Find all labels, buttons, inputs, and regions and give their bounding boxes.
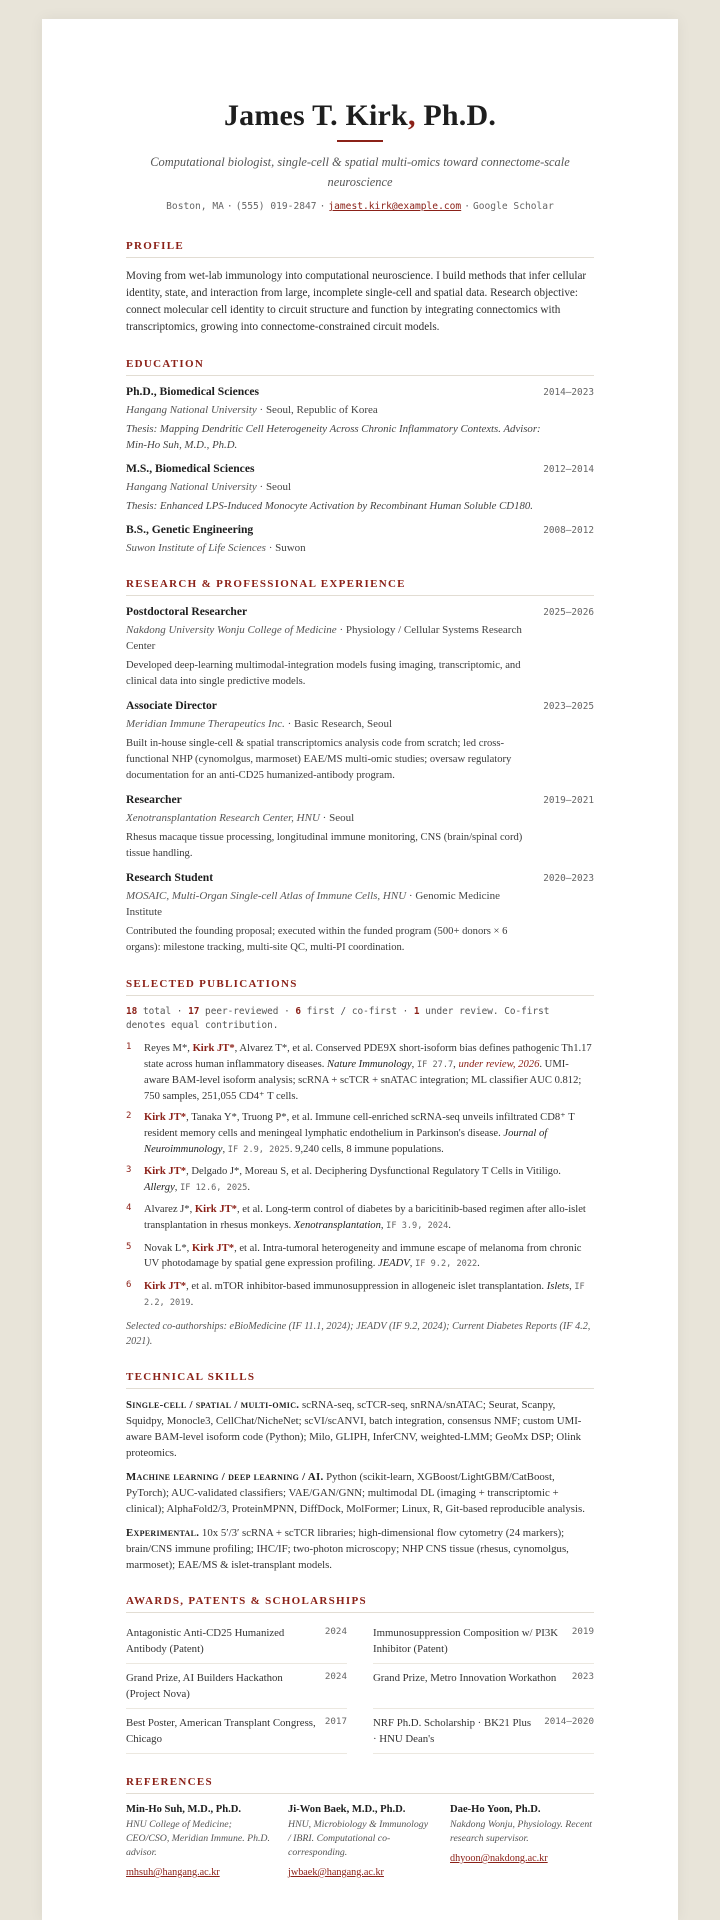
publication-title: , Alvarez T*, et al. Conserved PDE9X short-isoform bias defines pathogenic Th1.17 state across human inflammatory diseases. [144,1043,592,1070]
reference-name: Min-Ho Suh, M.D., Ph.D. [126,1803,242,1815]
award-item [126,1664,347,1709]
date-range: 2020–2023 [543,873,594,884]
self-author: Kirk JT* [144,1112,187,1124]
publication-details: . [247,1181,251,1193]
publication-item [126,1241,594,1273]
publication-text: Reyes M*, Kirk JT*, Alvarez T*, et al. Conserved PDE9X short-isoform bias defines pathogenic Th1.17 state across human inflammatory diseases. Nature Immunology, IF 27.7, under review, 2026. UMI-aware BAM-level isoform analysis; scRNA + scTCR + snATAC integration; ML classifier AUC 0.812; 750 samples, 251,055 CD4⁺ T cells. [144,1043,592,1102]
award-name: Antagonistic Anti-CD25 Humanized Antibody (Patent) [126,1626,285,1655]
org-name: Nakdong University Wonju College of Medicine [126,624,337,636]
journal-name: JEADV [378,1258,410,1270]
authors-before: Reyes M*, [144,1043,193,1054]
publication-item [126,1164,594,1196]
reference-email-link[interactable]: dhyoon@nakdong.ac.kr [450,1852,548,1864]
section-title-skills: TECHNICAL SKILLS [126,1371,594,1389]
role-description: Developed deep-learning multimodal-integration models fusing imaging, transcriptomic, and clinical data into single predictive models. [126,660,521,687]
award-name: NRF Ph.D. Scholarship · BK21 Plus · HNU Dean's [373,1716,532,1745]
awards-grid [126,1619,594,1754]
section-title-experience: RESEARCH & PROFESSIONAL EXPERIENCE [126,578,594,596]
date-range: 2019–2021 [543,795,594,806]
award-year: 2024 [324,1670,347,1682]
award-name: Best Poster, American Transplant Congress, Chicago [126,1716,316,1745]
publication-title: , Delgado J*, Moreau S, et al. Deciphering Dysfunctional Regulatory T Cells in Vitiligo. [186,1166,561,1178]
org-name: MOSAIC, Multi-Organ Single-cell Atlas of Immune Cells, HNU [126,890,407,902]
reference-email-link[interactable]: jwbaek@hangang.ac.kr [288,1866,384,1878]
organization [126,888,594,920]
publication-item [126,1202,594,1234]
location: Boston, MA [166,201,224,212]
award-year: 2024 [324,1625,347,1637]
phone: (555) 019-2847 [235,201,317,212]
publication-text: Kirk JT*, Delgado J*, Moreau S, et al. Deciphering Dysfunctional Regulatory T Cells in Vitiligo. Allergy, IF 12.6, 2025. [144,1166,561,1193]
org-dept: · Genomic Medicine Institute [126,890,500,918]
award-year: 2023 [571,1670,594,1682]
institution [126,540,594,556]
experience-entry [126,871,594,956]
school-name: Hangang National University [126,481,257,493]
skill-label: Experimental. [126,1526,200,1539]
education-entry [126,523,594,556]
publication-details: . 9,240 cells, 8 immune populations. [289,1143,444,1155]
skill-group [126,1469,594,1517]
entry-head [126,699,594,712]
email-link[interactable]: jamest.kirk@example.com [328,201,462,212]
role-description: Rhesus macaque tissue processing, longitudinal immune monitoring, CNS (brain/spinal cord) tissue handling. [126,832,523,859]
skill-label: Single-cell / spatial / multi-omic. [126,1398,300,1411]
publication-number: 2 [126,1111,132,1122]
reference-card [126,1804,270,1879]
reference-affiliation: Nakdong Wonju, Physiology. Recent research supervisor. [450,1818,592,1844]
role-description: Built in-house single-cell & spatial transcriptomics analysis code from scratch; led cross-functional NHP (cynomolgus, marmoset) EAE/MS multi-omic studies; oversaw regulatory documentation for an anti-CD25 humanized-antibody program. [126,738,512,781]
reference-card [450,1804,594,1879]
section-title-profile: PROFILE [126,240,594,258]
reference-affiliation: HNU College of Medicine; CEO/CSO, Meridian Immune. Ph.D. advisor. [126,1818,270,1858]
skill-text: Python (scikit-learn, XGBoost/LightGBM/CatBoost, PyTorch); AUC-validated classifiers; VAE/GAN/GNN; multimodal DL (imaging + transcriptomic + clinical); AlphaFold2/3, ProteinMPNN, DiffDock, MolFormer; Linux, R, Git-based reproducible analysis. [126,1470,585,1515]
journal-name: Nature Immunology [327,1058,412,1070]
publication-details: . [477,1258,480,1270]
award-name: Grand Prize, Metro Innovation Workathon [373,1671,557,1684]
school-location: · Seoul [256,481,292,493]
self-author: Kirk JT* [194,1204,237,1216]
publication-title: , et al. Intra-tumoral heterogeneity and immune escape of melanoma from chronic UV photodamage by spatial gene expression profiling. [144,1242,582,1270]
publication-title: , et al. mTOR inhibitor-based immunosuppression in allogeneic islet transplantation. [186,1280,547,1292]
publication-text: Kirk JT*, Tanaka Y*, Truong P*, et al. Immune cell-enriched scRNA-seq unveils infiltrated CD8⁺ T resident memory cells and meningeal lymphatic endothelium in Parkinson's disease. Journal of Neuroimmunology, IF 2.9, 2025. 9,240 cells, 8 immune populations. [144,1112,575,1155]
section-title-education: EDUCATION [126,358,594,376]
school-name: Hangang National University [126,404,257,416]
role-title: Researcher [126,793,182,806]
candidate-name: James T. Kirk, Ph.D. [223,99,497,132]
publication-number: 1 [126,1042,132,1052]
award-item [126,1619,347,1664]
experience-list [126,605,594,956]
entry-head [126,605,594,618]
reference-name: Ji-Won Baek, M.D., Ph.D. [288,1803,406,1815]
co-authorships: Selected co-authorships: eBioMedicine (IF 11.1, 2024); JEADV (IF 9.2, 2024); Current Diabetes Reports (IF 4.2, 2021). [126,1320,591,1347]
impact-factor: IF 3.9, 2024 [386,1220,449,1231]
entry-head [126,871,594,884]
authors-before: Alvarez J*, [144,1204,195,1216]
education-entry [126,462,594,514]
references-grid [126,1804,594,1879]
org-dept: · Physiology / Cellular Systems Research Center [126,624,522,652]
degree-title: B.S., Genetic Engineering [126,523,254,536]
google-scholar-link[interactable]: Google Scholar [472,201,554,212]
award-item [373,1664,594,1709]
school-location: · Suwon [265,542,306,554]
self-author: Kirk JT* [191,1242,235,1254]
award-year: 2017 [324,1715,347,1727]
org-name: Xenotransplantation Research Center, HNU [126,812,320,824]
name-underline [337,140,383,142]
award-year: 2014–2020 [544,1715,594,1727]
publication-text: Kirk JT*, et al. mTOR inhibitor-based immunosuppression in allogeneic islet transplantation. Islets, IF 2.2, 2019. [144,1280,585,1309]
publication-title: , et al. Long-term control of diabetes by a baricitinib-based regimen after allo-islet transplantation in rhesus monkeys. [144,1204,586,1231]
award-name: Grand Prize, AI Builders Hackathon (Project Nova) [126,1671,283,1700]
degree-title: M.S., Biomedical Sciences [126,462,255,475]
impact-factor: IF 2.9, 2025 [227,1144,290,1155]
organization [126,622,594,654]
tagline: Computational biologist, single-cell & spatial multi-omics toward connectome-scale neuroscience [150,155,570,189]
date-range: 2014–2023 [543,387,594,398]
journal-name: Xenotransplantation [293,1219,381,1231]
degree-title: Ph.D., Biomedical Sciences [126,385,259,398]
publication-details: . [190,1297,194,1309]
entry-head [126,793,594,806]
role-description: Contributed the founding proposal; executed within the funded program (500+ donors × 6 organs): milestone tracking, multi-site QC, multi-PI coordination. [126,926,508,953]
review-status: under review, 2026 [458,1058,540,1070]
thesis-note: Thesis: Mapping Dendritic Cell Heterogeneity Across Chronic Inflammatory Contexts. Advisor: Min-Ho Suh, M.D., Ph.D. [126,423,541,451]
publication-item [126,1041,594,1104]
publication-number: 4 [126,1203,132,1214]
reference-email-link[interactable]: mhsuh@hangang.ac.kr [126,1866,220,1878]
thesis-note: Thesis: Enhanced LPS-Induced Monocyte Activation by Recombinant Human Soluble CD180. [126,500,533,512]
journal-name: Journal of Neuroimmunology [144,1127,548,1155]
section-title-awards: AWARDS, PATENTS & SCHOLARSHIPS [126,1595,594,1613]
publication-text: Alvarez J*, Kirk JT*, et al. Long-term control of diabetes by a baricitinib-based regimen after allo-islet transplantation in rhesus monkeys. Xenotransplantation, IF 3.9, 2024. [144,1204,586,1231]
publication-number: 5 [126,1241,132,1252]
institution [126,479,594,495]
entry-head [126,385,594,398]
award-item [373,1709,594,1754]
org-dept: · Seoul [319,812,355,824]
journal-name: Islets [546,1280,570,1292]
award-item [373,1619,594,1664]
reference-affiliation: HNU, Microbiology & Immunology / IBRI. Computational co-corresponding. [288,1818,429,1858]
skill-label: Machine learning / deep learning / AI. [126,1470,324,1483]
impact-factor: IF 2.2, 2019 [144,1281,585,1309]
impact-factor: IF 12.6, 2025 [180,1182,248,1193]
school-name: Suwon Institute of Life Sciences [126,542,266,554]
impact-factor: IF 27.7 [416,1059,454,1070]
org-name: Meridian Immune Therapeutics Inc. [126,718,285,730]
experience-entry [126,793,594,862]
publication-item [126,1279,594,1312]
role-title: Postdoctoral Researcher [126,605,248,618]
entry-head [126,523,594,536]
experience-entry [126,605,594,690]
skill-group [126,1525,594,1573]
section-title-publications: SELECTED PUBLICATIONS [126,978,594,996]
award-name: Immunosuppression Composition w/ PI3K Inhibitor (Patent) [373,1626,559,1655]
resume-page [42,19,678,1920]
self-author: Kirk JT* [144,1166,187,1178]
publication-details: . [448,1219,451,1231]
role-title: Research Student [126,871,214,884]
education-entry [126,385,594,453]
skill-text: scRNA-seq, scTCR-seq, snRNA/snATAC; Seurat, Scanpy, Squidpy, Monocle3, CellChat/NicheNet; scVI/scANVI, batch integration, consensus NMF; custom UMI-aware BAM-level isoform code (Python); Milo, GLIPH, InferCNV, weighted-LMM; GeoMx DSP; Olink proteomics. [126,1398,582,1459]
experience-entry [126,699,594,784]
award-year: 2019 [571,1625,594,1637]
publication-number: 3 [126,1165,132,1176]
org-dept: · Basic Research, Seoul [284,718,393,730]
publication-details: . UMI-aware BAM-level isoform analysis; scRNA + scTCR + snATAC integration; ML classifier AUC 0.812; 750 samples, 251,055 CD4⁺ T cells. [144,1058,582,1102]
entry-head [126,462,594,475]
institution [126,402,594,418]
organization [126,716,594,732]
publication-item [126,1110,594,1158]
school-location: · Seoul, Republic of Korea [256,404,378,416]
impact-factor: IF 9.2, 2022 [415,1259,478,1270]
education-list [126,385,594,556]
profile-text: Moving from wet-lab immunology into computational neuroscience. I build methods that infer cellular identity, state, and interaction from large, incomplete single-cell and spatial data. Research objective: connect molecular cell identity to circuit structure and function by integrating connectomics with transcriptomics, growing into connectome-constrained circuit models. [126,270,587,333]
role-title: Associate Director [126,699,217,712]
skills-list [126,1397,594,1573]
journal-name: Allergy [144,1181,175,1193]
skill-group [126,1397,594,1461]
publication-stats: 18 total · 17 peer-reviewed · 6 first / co-first · 1 under review. Co-first denotes equal contribution. [126,1006,550,1031]
publication-number: 6 [126,1279,132,1290]
section-title-references: REFERENCES [126,1776,594,1794]
publication-title: , Tanaka Y*, Truong P*, et al. Immune cell-enriched scRNA-seq unveils infiltrated CD8⁺ T resident memory cells and meningeal lymphatic endothelium in Parkinson's disease. [144,1112,575,1139]
self-author: Kirk JT* [144,1280,187,1292]
organization [126,810,594,826]
reference-card [288,1804,432,1879]
contact-line: Boston, MA · (555) 019-2847 · jamest.kirk@example.com · Google Scholar [166,201,554,212]
self-author: Kirk JT* [192,1043,235,1054]
publication-list [126,1041,594,1312]
date-range: 2012–2014 [543,464,594,475]
date-range: 2008–2012 [543,525,594,536]
date-range: 2025–2026 [543,607,594,618]
skill-text: 10x 5′/3′ scRNA + scTCR libraries; high-dimensional flow cytometry (24 markers); brain/CNS immune profiling; IHC/IF; two-photon microscopy; NHP CNS tissue (rhesus, cynomolgus, marmoset); EAE/MS & islet-transplant models. [126,1526,569,1571]
authors-before: Novak L*, [144,1242,192,1254]
reference-name: Dae-Ho Yoon, Ph.D. [450,1803,541,1815]
publication-text: Novak L*, Kirk JT*, et al. Intra-tumoral heterogeneity and immune escape of melanoma from chronic UV photodamage by spatial gene expression profiling. JEADV, IF 9.2, 2022. [144,1242,582,1270]
date-range: 2023–2025 [543,701,594,712]
award-item [126,1709,347,1754]
